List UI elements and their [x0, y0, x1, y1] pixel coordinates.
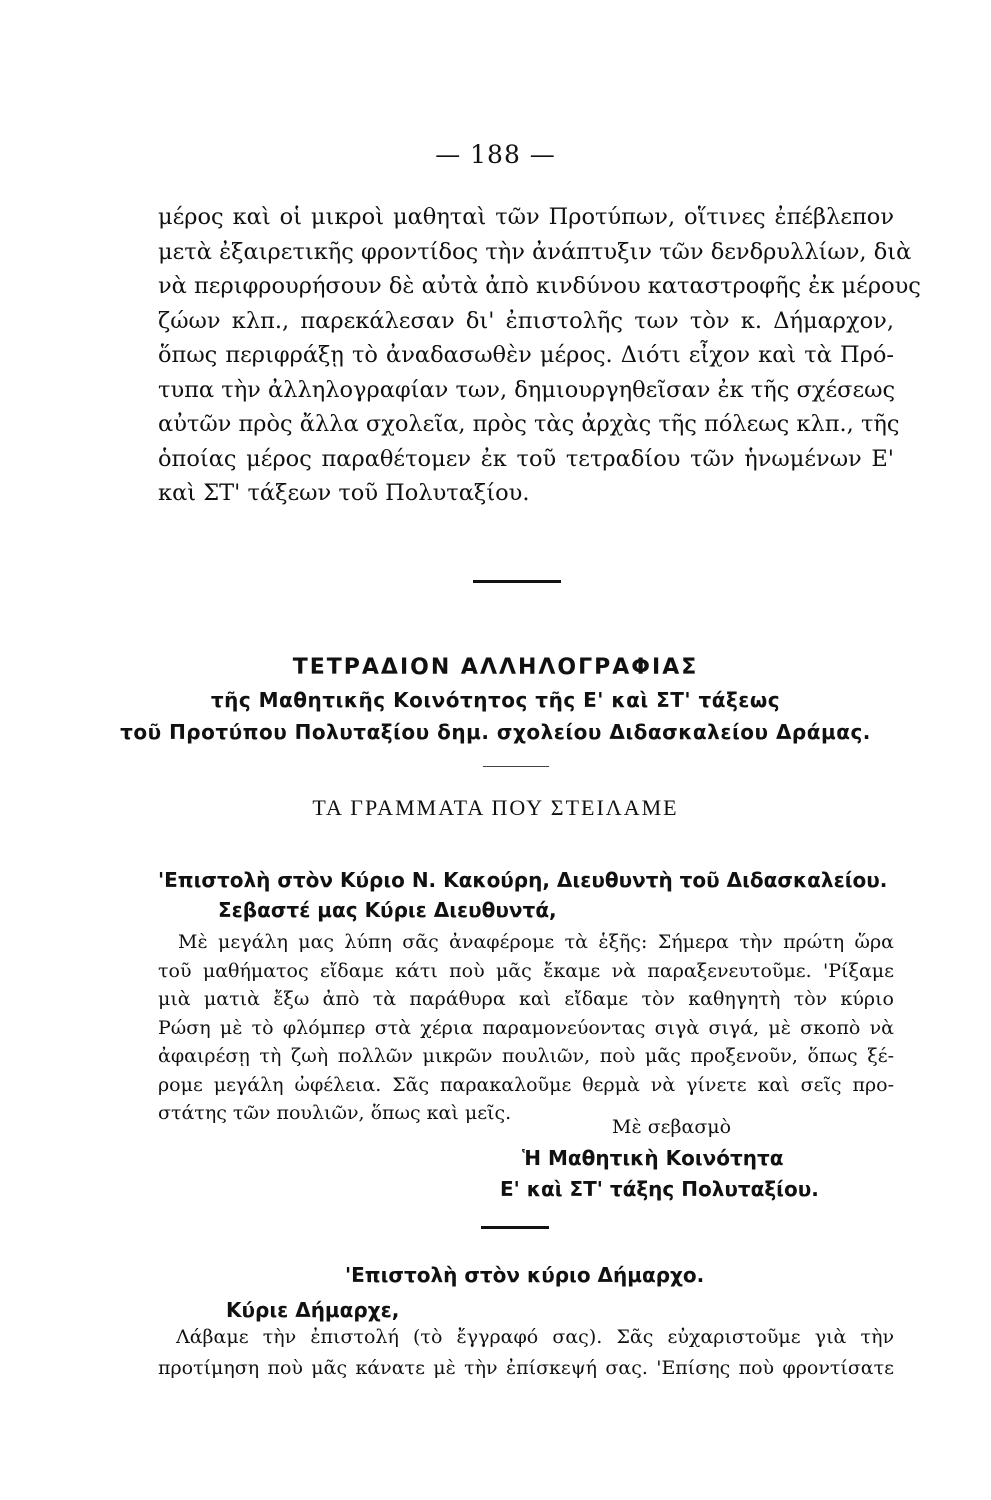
notebook-title: ΤΕΤΡΑΔΙΟΝ ΑΛΛΗΛΟΓΡΑΦΙΑΣ: [292, 655, 699, 680]
letter2-salutation: Κύριε Δήμαρχε,: [226, 1298, 400, 1322]
text-line: ζώων κλπ., παρεκάλεσαν δι' ἐπιστολῆς των τὸν κ. Δήμαρχον,: [158, 307, 894, 334]
text-line: ὁποίας μέρος παραθέτομεν ἐκ τοῦ τετραδίου τῶν ἡνωμένων Ε': [158, 445, 894, 472]
letter1-heading: 'Επιστολὴ στὸν Κύριο Ν. Κακούρη, Διευθυντὴ τοῦ Διδασκαλείου.: [158, 868, 888, 892]
text-line: Λάβαμε τὴν ἐπιστολή (τὸ ἔγγραφό σας). Σᾶς εὐχαριστοῦμε γιὰ τὴν: [176, 1326, 894, 1348]
text-line: Ρώση μὲ τὸ φλόμπερ στὰ χέρια παραμονεύοντας σιγὰ σιγά, μὲ σκοπὸ νὰ: [158, 1016, 894, 1039]
page-number: — 188 —: [435, 140, 556, 169]
section-divider: [473, 580, 561, 583]
text-line: ρομε μεγάλη ὠφέλεια. Σᾶς παρακαλοῦμε θερμὰ νὰ γίνετε καὶ σεῖς προ-: [158, 1073, 894, 1096]
letter1-body: [158, 928, 894, 1128]
text-line: μιὰ ματιὰ ἔξω ἀπὸ τὰ παράθυρα καὶ εἴδαμε τὸν καθηγητὴ τὸν κύριο: [158, 988, 894, 1010]
notebook-subtitle-line1: τῆς Μαθητικῆς Κοινότητος τῆς Ε' καὶ ΣΤ' τάξεως: [210, 688, 781, 712]
text-line: τυπα τὴν ἀλληλογραφίαν των, δημιουργηθεῖσαν ἐκ τῆς σχέσεως: [158, 376, 896, 403]
text-line: ἀφαιρέσῃ τὴ ζωὴ πολλῶν μικρῶν πουλιῶν, ποὺ μᾶς προξενοῦν, ὅπως ξέ-: [158, 1045, 894, 1067]
intro-paragraph: [158, 200, 921, 511]
section-divider: [481, 1226, 549, 1229]
text-line: μέρος καὶ οἱ μικροὶ μαθηταὶ τῶν Προτύπων, οἵτινες ἐπέβλεπον: [158, 204, 894, 230]
letter1-salutation: Σεβαστέ μας Κύριε Διευθυντά,: [218, 898, 557, 922]
section-title: ΤΑ ΓΡΑΜΜΑΤΑ ΠΟΥ ΣΤΕΙΛΑΜΕ: [312, 795, 679, 820]
letter2-body: [158, 1322, 894, 1384]
letter1-closing: Μὲ σεβασμὸ: [612, 1116, 732, 1138]
text-line: καὶ ΣΤ' τάξεων τοῦ Πολυταξίου.: [158, 480, 530, 506]
notebook-subtitle-line2: τοῦ Προτύπου Πολυταξίου δημ. σχολείου Διδασκαλείου Δράμας.: [120, 720, 871, 744]
text-line: αὐτῶν πρὸς ἄλλα σχολεῖα, πρὸς τὰς ἀρχὰς τῆς πόλεως κλπ., τῆς: [158, 411, 900, 437]
letter2-heading: 'Επιστολὴ στὸν κύριο Δήμαρχο.: [345, 1263, 705, 1287]
letter1-signature-line1: Ἡ Μαθητικὴ Κοινότητα: [522, 1146, 784, 1170]
text-line: Μὲ μεγάλη μας λύπη σᾶς ἀναφέρομε τὰ ἑξῆς: Σήμερα τὴν πρώτη ὥρα: [178, 931, 894, 953]
letter1-signature-line2: Ε' καὶ ΣΤ' τάξης Πολυταξίου.: [500, 1177, 819, 1201]
section-divider: [483, 766, 549, 767]
text-line: προτίμηση ποὺ μᾶς κάνατε μὲ τὴν ἐπίσκεψή σας. 'Επίσης ποὺ φροντίσατε: [158, 1357, 894, 1379]
text-line: νὰ περιφρουρήσουν δὲ αὐτὰ ἀπὸ κινδύνου καταστροφῆς ἐκ μέρους: [158, 273, 921, 299]
text-line: μετὰ ἐξαιρετικῆς φροντίδος τὴν ἀνάπτυξιν τῶν δενδρυλλίων, διὰ: [158, 238, 912, 265]
text-line: τοῦ μαθήματος εἴδαμε κάτι ποὺ μᾶς ἔκαμε νὰ παραξενευτοῦμε. 'Ρίξαμε: [158, 959, 894, 982]
text-line: ὅπως περιφράξῃ τὸ ἀναδασωθὲν μέρος. Διότι εἶχον καὶ τὰ Πρό-: [158, 342, 894, 368]
text-line: στάτης τῶν πουλιῶν, ὅπως καὶ μεῖς.: [158, 1102, 512, 1124]
